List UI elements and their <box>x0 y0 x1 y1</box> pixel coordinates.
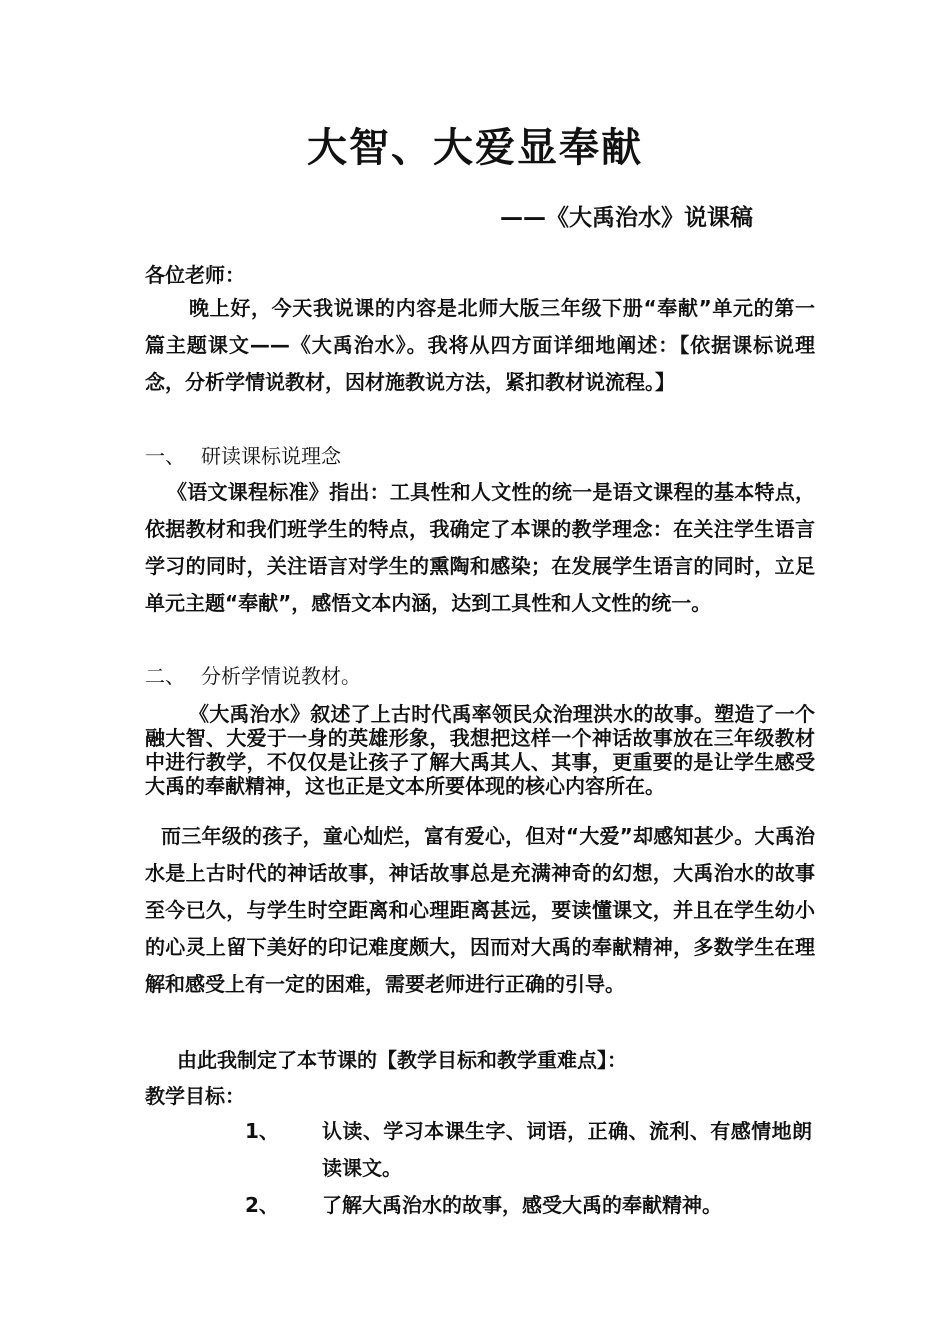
document-title: 大智、大爱显奉献 <box>307 125 643 171</box>
section-1-heading <box>145 440 341 472</box>
document-subtitle: ——《大禹治水》说课稿 <box>500 205 753 231</box>
goals-label: 教学目标： <box>145 1084 245 1108</box>
section-2-heading <box>145 660 361 692</box>
goal-2-number: 2、 <box>245 1193 279 1217</box>
section-2-title: 分析学情说教材。 <box>201 664 361 688</box>
section-1-body: 《语文课程标准》指出：工具性和人文性的统一是语文课程的基本特点，依据教材和我们班学生的特点，我确定了本课的教学理念：在关注学生语言学习的同时，关注语言对学生的熏陶和感染；在发展学生语言的同时，立足单元主题“奉献”，感悟文本内涵，达到工具性和人文性的统一。 <box>145 480 815 615</box>
goal-item-1 <box>0 1113 950 1187</box>
goal-1-text: 认读、学习本课生字、词语，正确、流利、有感情地朗读课文。 <box>322 1119 812 1180</box>
goal-item-2 <box>0 1187 950 1224</box>
goal-1-number: 1、 <box>245 1119 279 1143</box>
section-2-paragraph-1: 《大禹治水》叙述了上古时代禹率领民众治理洪水的故事。塑造了一个融大智、大爱于一身的英雄形象，我想把这样一个神话故事放在三年级教材中进行教学，不仅仅是让孩子了解大禹其人、其事，更重要的是让学生感受大禹的奉献精神，这也正是文本所要体现的核心内容所在。 <box>145 702 815 798</box>
intro-paragraph: 晚上好，今天我说课的内容是北师大版三年级下册“奉献”单元的第一篇主题课文——《大禹治水》。我将从四方面详细地阐述：【依据课标说理念，分析学情说教材，因材施教说方法，紧扣教材说流程。】 <box>145 296 815 394</box>
section-2-number: 二、 <box>145 664 185 688</box>
section-2-paragraph-2: 而三年级的孩子，童心灿烂，富有爱心，但对“大爱”却感知甚少。大禹治水是上古时代的神话故事，神话故事总是充满神奇的幻想，大禹治水的故事至今已久，与学生时空距离和心理距离甚远，要读懂课文，并且在学生幼小的心灵上留下美好的印记难度颇大，因而对大禹的奉献精神，多数学生在理解和感受上有一定的困难，需要老师进行正确的引导。 <box>145 824 815 996</box>
section-1-number: 一、 <box>145 444 185 468</box>
salutation: 各位老师： <box>145 263 245 287</box>
goal-2-text: 了解大禹治水的故事，感受大禹的奉献精神。 <box>322 1193 722 1217</box>
section-1-title: 研读课标说理念 <box>201 444 341 468</box>
section-2-paragraph-3: 由此我制定了本节课的【教学目标和教学重难点】： <box>177 1048 627 1072</box>
